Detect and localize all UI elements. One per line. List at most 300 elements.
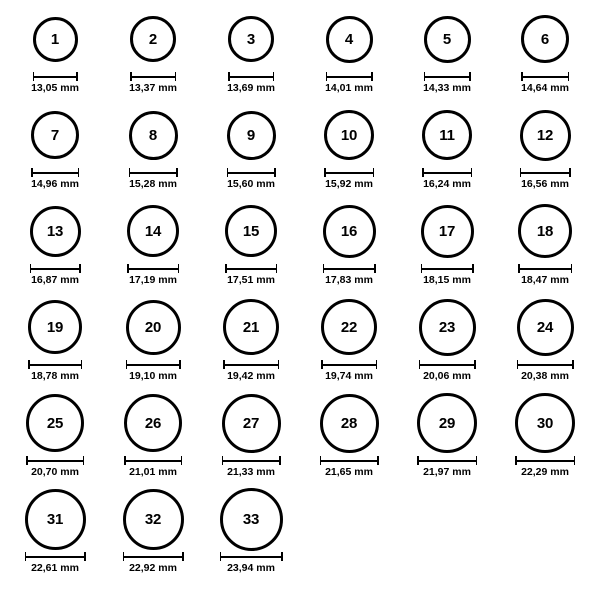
caliper-tick-right — [274, 168, 276, 177]
caliper-tick-right — [81, 360, 83, 369]
ring-outline-wrap — [424, 8, 471, 70]
ring-outline-wrap — [321, 296, 377, 358]
caliper-tick-right — [376, 360, 378, 369]
caliper-line — [421, 268, 474, 270]
caliper-line — [26, 460, 84, 462]
ring-circle-icon — [222, 394, 281, 453]
caliper-tick-right — [182, 552, 184, 561]
ring-size-cell — [398, 296, 496, 382]
ring-circle-icon — [31, 111, 79, 159]
ring-diameter-label: 13,69 mm — [227, 82, 275, 94]
ring-outline-wrap — [222, 392, 281, 454]
caliper-line — [417, 460, 477, 462]
diameter-caliper-icon — [28, 360, 82, 368]
ring-outline-wrap — [31, 104, 79, 166]
ring-size-cell — [398, 200, 496, 286]
ring-outline-wrap — [518, 200, 572, 262]
ring-circle-icon — [521, 15, 569, 63]
diameter-caliper-icon — [223, 360, 279, 368]
ring-outline-wrap — [124, 392, 182, 454]
ring-diameter-label: 21,97 mm — [423, 466, 471, 478]
ring-size-cell — [398, 104, 496, 190]
ring-size-cell — [202, 104, 300, 190]
ring-diameter-label: 18,15 mm — [423, 274, 471, 286]
caliper-line — [28, 364, 82, 366]
diameter-caliper-icon — [129, 168, 178, 176]
ring-circle-icon — [422, 110, 472, 160]
ring-outline-wrap — [223, 296, 279, 358]
diameter-caliper-icon — [421, 264, 474, 272]
caliper-tick-left — [33, 72, 35, 81]
caliper-tick-right — [472, 264, 474, 273]
caliper-tick-left — [223, 360, 225, 369]
caliper-line — [124, 460, 182, 462]
diameter-caliper-icon — [228, 72, 274, 80]
diameter-caliper-icon — [130, 72, 176, 80]
ring-circle-icon — [127, 205, 179, 257]
caliper-line — [228, 76, 274, 78]
ring-outline-wrap — [25, 488, 86, 550]
ring-outline-wrap — [228, 8, 274, 70]
ring-size-number: 15 — [242, 222, 260, 240]
caliper-tick-right — [377, 456, 379, 465]
caliper-tick-right — [278, 360, 280, 369]
diameter-caliper-icon — [321, 360, 377, 368]
ring-size-cell — [300, 200, 398, 286]
ring-circle-icon — [25, 489, 86, 550]
caliper-line — [515, 460, 575, 462]
ring-circle-icon — [33, 17, 78, 62]
caliper-tick-left — [520, 168, 522, 177]
diameter-caliper-icon — [220, 552, 283, 560]
ring-diameter-label: 15,28 mm — [129, 178, 177, 190]
ring-size-cell — [104, 200, 202, 286]
caliper-tick-right — [276, 264, 278, 273]
diameter-caliper-icon — [323, 264, 376, 272]
ring-size-cell — [398, 392, 496, 478]
ring-size-cell — [496, 200, 594, 286]
caliper-tick-left — [517, 360, 519, 369]
ring-size-number: 28 — [340, 414, 358, 432]
ring-circle-icon — [228, 16, 274, 62]
caliper-tick-right — [281, 552, 283, 561]
ring-diameter-label: 18,78 mm — [31, 370, 79, 382]
ring-size-number: 7 — [50, 126, 60, 144]
ring-size-cell — [496, 392, 594, 478]
ring-size-number: 10 — [340, 126, 358, 144]
ring-size-cell — [496, 104, 594, 190]
ring-size-cell — [300, 296, 398, 382]
caliper-tick-left — [521, 72, 523, 81]
caliper-tick-left — [124, 456, 126, 465]
ring-circle-icon — [515, 393, 575, 453]
ring-size-number: 13 — [46, 222, 64, 240]
ring-size-cell — [300, 392, 398, 478]
caliper-tick-right — [373, 168, 375, 177]
caliper-tick-right — [84, 552, 86, 561]
caliper-tick-right — [175, 72, 177, 81]
ring-circle-icon — [324, 110, 374, 160]
caliper-tick-right — [179, 360, 181, 369]
caliper-tick-right — [181, 456, 183, 465]
caliper-tick-left — [30, 264, 32, 273]
ring-circle-icon — [225, 205, 277, 257]
caliper-line — [127, 268, 179, 270]
ring-size-cell — [496, 8, 594, 94]
ring-size-cell — [104, 488, 202, 574]
ring-diameter-label: 14,96 mm — [31, 178, 79, 190]
ring-diameter-label: 17,83 mm — [325, 274, 373, 286]
caliper-line — [25, 556, 86, 558]
ring-size-number: 20 — [144, 318, 162, 336]
caliper-line — [129, 172, 178, 174]
ring-outline-wrap — [126, 296, 181, 358]
ring-size-number: 1 — [50, 30, 60, 48]
ring-size-number: 16 — [340, 222, 358, 240]
ring-outline-wrap — [520, 104, 571, 166]
ring-size-number: 26 — [144, 414, 162, 432]
ring-size-number: 11 — [439, 126, 455, 144]
ring-diameter-label: 19,74 mm — [325, 370, 373, 382]
diameter-caliper-icon — [326, 72, 373, 80]
ring-size-number: 22 — [340, 318, 358, 336]
ring-outline-wrap — [521, 8, 569, 70]
ring-diameter-label: 16,24 mm — [423, 178, 471, 190]
ring-outline-wrap — [517, 296, 574, 358]
caliper-tick-left — [320, 456, 322, 465]
ring-diameter-label: 20,70 mm — [31, 466, 79, 478]
diameter-caliper-icon — [127, 264, 179, 272]
caliper-line — [324, 172, 374, 174]
ring-diameter-label: 20,38 mm — [521, 370, 569, 382]
caliper-tick-left — [31, 168, 33, 177]
diameter-caliper-icon — [320, 456, 379, 464]
caliper-line — [321, 364, 377, 366]
caliper-tick-left — [220, 552, 222, 561]
ring-size-number: 30 — [536, 414, 554, 432]
ring-outline-wrap — [127, 200, 179, 262]
caliper-tick-left — [225, 264, 227, 273]
diameter-caliper-icon — [31, 168, 79, 176]
ring-outline-wrap — [422, 104, 472, 166]
ring-circle-icon — [323, 205, 376, 258]
ring-outline-wrap — [123, 488, 184, 550]
ring-size-number: 14 — [144, 222, 162, 240]
caliper-tick-left — [419, 360, 421, 369]
caliper-tick-left — [421, 264, 423, 273]
ring-outline-wrap — [129, 104, 178, 166]
ring-size-number: 23 — [438, 318, 456, 336]
ring-circle-icon — [129, 111, 178, 160]
ring-size-number: 2 — [148, 30, 158, 48]
caliper-line — [227, 172, 276, 174]
caliper-tick-left — [127, 264, 129, 273]
caliper-line — [130, 76, 176, 78]
ring-circle-icon — [220, 488, 283, 551]
ring-circle-icon — [126, 300, 181, 355]
diameter-caliper-icon — [422, 168, 472, 176]
caliper-tick-left — [422, 168, 424, 177]
caliper-tick-left — [126, 360, 128, 369]
ring-outline-wrap — [421, 200, 474, 262]
caliper-line — [33, 76, 78, 78]
ring-diameter-label: 19,42 mm — [227, 370, 275, 382]
caliper-tick-right — [79, 264, 81, 273]
ring-circle-icon — [123, 489, 184, 550]
diameter-caliper-icon — [25, 552, 86, 560]
ring-size-cell — [6, 104, 104, 190]
caliper-tick-right — [469, 72, 471, 81]
caliper-tick-right — [176, 168, 178, 177]
caliper-line — [520, 172, 571, 174]
ring-outline-wrap — [30, 200, 81, 262]
ring-diameter-label: 17,51 mm — [227, 274, 275, 286]
caliper-tick-left — [424, 72, 426, 81]
caliper-tick-right — [471, 168, 473, 177]
ring-size-number: 29 — [438, 414, 456, 432]
caliper-line — [220, 556, 283, 558]
ring-size-cell — [300, 8, 398, 94]
ring-size-number: 21 — [242, 318, 260, 336]
ring-outline-wrap — [323, 200, 376, 262]
caliper-tick-right — [374, 264, 376, 273]
caliper-tick-left — [228, 72, 230, 81]
caliper-tick-left — [123, 552, 125, 561]
ring-diameter-label: 21,01 mm — [129, 466, 177, 478]
ring-size-cell — [202, 392, 300, 478]
ring-circle-icon — [424, 16, 471, 63]
ring-size-cell — [202, 200, 300, 286]
ring-circle-icon — [30, 206, 81, 257]
caliper-line — [518, 268, 572, 270]
ring-outline-wrap — [220, 488, 283, 550]
ring-size-number: 31 — [46, 510, 64, 528]
ring-outline-wrap — [326, 8, 373, 70]
diameter-caliper-icon — [520, 168, 571, 176]
chart-row — [6, 8, 594, 104]
ring-circle-icon — [417, 393, 477, 453]
ring-circle-icon — [28, 300, 82, 354]
ring-size-number: 25 — [46, 414, 64, 432]
caliper-tick-left — [227, 168, 229, 177]
caliper-tick-right — [569, 168, 571, 177]
ring-size-cell — [300, 104, 398, 190]
ring-circle-icon — [419, 299, 476, 356]
ring-diameter-label: 19,10 mm — [129, 370, 177, 382]
caliper-tick-right — [474, 360, 476, 369]
diameter-caliper-icon — [419, 360, 476, 368]
ring-diameter-label: 14,01 mm — [325, 82, 373, 94]
ring-size-number: 27 — [242, 414, 260, 432]
diameter-caliper-icon — [124, 456, 182, 464]
ring-circle-icon — [326, 16, 373, 63]
caliper-tick-left — [518, 264, 520, 273]
ring-outline-wrap — [130, 8, 176, 70]
diameter-caliper-icon — [518, 264, 572, 272]
caliper-line — [123, 556, 184, 558]
diameter-caliper-icon — [521, 72, 569, 80]
ring-diameter-label: 21,33 mm — [227, 466, 275, 478]
ring-size-number: 12 — [536, 126, 554, 144]
ring-diameter-label: 22,61 mm — [31, 562, 79, 574]
caliper-tick-right — [178, 264, 180, 273]
ring-size-cell — [6, 200, 104, 286]
ring-size-cell — [104, 296, 202, 382]
ring-size-number: 33 — [242, 510, 260, 528]
ring-size-number: 9 — [246, 126, 256, 144]
ring-outline-wrap — [417, 392, 477, 454]
caliper-tick-left — [28, 360, 30, 369]
ring-size-number: 18 — [536, 222, 554, 240]
caliper-tick-left — [26, 456, 28, 465]
caliper-tick-right — [572, 360, 574, 369]
ring-circle-icon — [518, 204, 572, 258]
caliper-line — [30, 268, 81, 270]
ring-size-number: 8 — [148, 126, 158, 144]
ring-size-number: 4 — [344, 30, 354, 48]
ring-size-cell — [6, 8, 104, 94]
chart-row — [6, 104, 594, 200]
caliper-line — [422, 172, 472, 174]
ring-circle-icon — [227, 111, 276, 160]
ring-circle-icon — [517, 299, 574, 356]
ring-size-cell — [104, 104, 202, 190]
ring-size-cell — [6, 488, 104, 574]
ring-outline-wrap — [26, 392, 84, 454]
caliper-tick-right — [476, 456, 478, 465]
ring-size-cell — [202, 8, 300, 94]
chart-row — [6, 200, 594, 296]
ring-size-cell — [398, 8, 496, 94]
caliper-tick-left — [323, 264, 325, 273]
ring-size-number: 17 — [438, 222, 456, 240]
ring-circle-icon — [130, 16, 176, 62]
ring-diameter-label: 22,29 mm — [521, 466, 569, 478]
ring-outline-wrap — [419, 296, 476, 358]
ring-circle-icon — [124, 394, 182, 452]
ring-size-number: 19 — [46, 318, 64, 336]
ring-diameter-label: 16,56 mm — [521, 178, 569, 190]
diameter-caliper-icon — [33, 72, 78, 80]
ring-outline-wrap — [320, 392, 379, 454]
chart-row — [6, 296, 594, 392]
caliper-line — [126, 364, 181, 366]
caliper-line — [424, 76, 471, 78]
caliper-line — [326, 76, 373, 78]
caliper-tick-left — [222, 456, 224, 465]
caliper-tick-right — [78, 168, 80, 177]
diameter-caliper-icon — [517, 360, 574, 368]
ring-circle-icon — [421, 205, 474, 258]
caliper-tick-right — [571, 264, 573, 273]
caliper-tick-left — [326, 72, 328, 81]
ring-diameter-label: 20,06 mm — [423, 370, 471, 382]
ring-circle-icon — [320, 394, 379, 453]
ring-size-number: 32 — [144, 510, 162, 528]
ring-size-number: 24 — [536, 318, 554, 336]
diameter-caliper-icon — [126, 360, 181, 368]
ring-outline-wrap — [515, 392, 575, 454]
ring-diameter-label: 22,92 mm — [129, 562, 177, 574]
caliper-line — [517, 364, 574, 366]
caliper-tick-right — [279, 456, 281, 465]
caliper-tick-left — [417, 456, 419, 465]
ring-size-cell — [496, 296, 594, 382]
caliper-tick-right — [371, 72, 373, 81]
caliper-tick-right — [83, 456, 85, 465]
diameter-caliper-icon — [26, 456, 84, 464]
ring-size-number: 5 — [442, 30, 452, 48]
diameter-caliper-icon — [30, 264, 81, 272]
caliper-tick-left — [130, 72, 132, 81]
caliper-line — [225, 268, 277, 270]
caliper-tick-left — [324, 168, 326, 177]
caliper-tick-left — [25, 552, 27, 561]
ring-size-cell — [6, 296, 104, 382]
ring-size-number: 6 — [540, 30, 550, 48]
caliper-tick-left — [321, 360, 323, 369]
diameter-caliper-icon — [324, 168, 374, 176]
ring-diameter-label: 15,92 mm — [325, 178, 373, 190]
ring-size-cell — [104, 8, 202, 94]
ring-size-cell — [202, 296, 300, 382]
ring-circle-icon — [223, 299, 279, 355]
ring-diameter-label: 18,47 mm — [521, 274, 569, 286]
ring-outline-wrap — [28, 296, 82, 358]
caliper-line — [521, 76, 569, 78]
caliper-line — [323, 268, 376, 270]
diameter-caliper-icon — [222, 456, 281, 464]
ring-diameter-label: 13,37 mm — [129, 82, 177, 94]
ring-diameter-label: 21,65 mm — [325, 466, 373, 478]
ring-circle-icon — [321, 299, 377, 355]
ring-diameter-label: 23,94 mm — [227, 562, 275, 574]
diameter-caliper-icon — [227, 168, 276, 176]
ring-diameter-label: 17,19 mm — [129, 274, 177, 286]
caliper-line — [222, 460, 281, 462]
caliper-tick-right — [273, 72, 275, 81]
ring-outline-wrap — [324, 104, 374, 166]
diameter-caliper-icon — [123, 552, 184, 560]
caliper-tick-right — [574, 456, 576, 465]
diameter-caliper-icon — [225, 264, 277, 272]
ring-outline-wrap — [33, 8, 78, 70]
ring-diameter-label: 16,87 mm — [31, 274, 79, 286]
ring-circle-icon — [26, 394, 84, 452]
ring-outline-wrap — [227, 104, 276, 166]
ring-diameter-label: 15,60 mm — [227, 178, 275, 190]
caliper-line — [320, 460, 379, 462]
caliper-line — [223, 364, 279, 366]
caliper-tick-left — [129, 168, 131, 177]
caliper-line — [31, 172, 79, 174]
caliper-tick-right — [76, 72, 78, 81]
caliper-line — [419, 364, 476, 366]
chart-row — [6, 488, 594, 584]
caliper-tick-right — [568, 72, 570, 81]
ring-size-cell — [202, 488, 300, 574]
ring-circle-icon — [520, 110, 571, 161]
ring-size-cell — [6, 392, 104, 478]
ring-size-cell — [104, 392, 202, 478]
ring-diameter-label: 14,33 mm — [423, 82, 471, 94]
ring-size-number: 3 — [246, 30, 256, 48]
diameter-caliper-icon — [424, 72, 471, 80]
ring-outline-wrap — [225, 200, 277, 262]
caliper-tick-left — [515, 456, 517, 465]
diameter-caliper-icon — [417, 456, 477, 464]
chart-row — [6, 392, 594, 488]
